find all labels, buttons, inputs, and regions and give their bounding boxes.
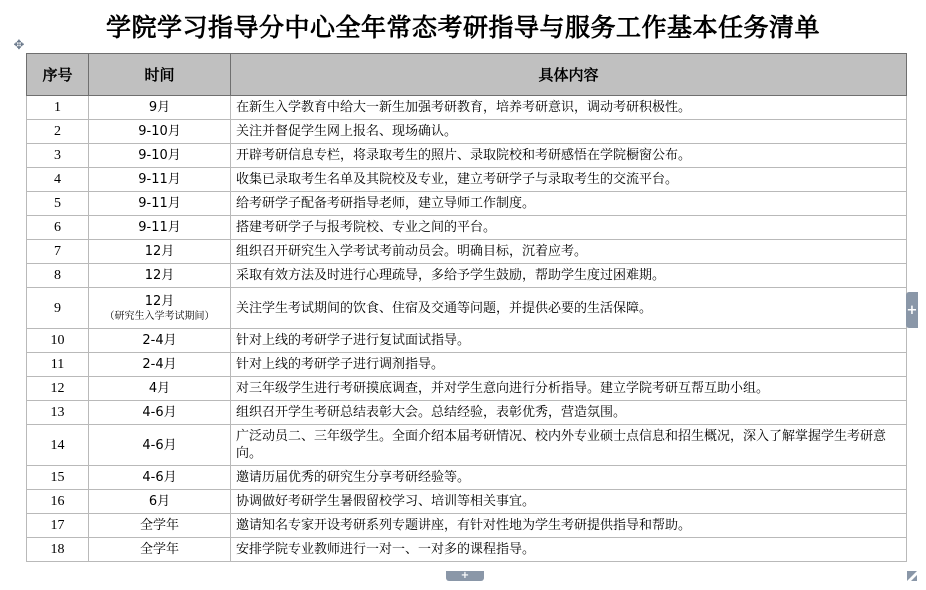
cell-time[interactable] — [89, 538, 231, 562]
cell-time[interactable] — [89, 96, 231, 120]
cell-content[interactable]: 搭建考研学子与报考院校、专业之间的平台。 — [231, 216, 907, 240]
cell-num[interactable]: 14 — [27, 425, 89, 466]
add-column-plus-icon[interactable]: + — [446, 571, 484, 581]
cell-num[interactable]: 15 — [27, 466, 89, 490]
table-row — [27, 425, 907, 466]
cell-content[interactable]: 安排学院专业教师进行一对一、一对多的课程指导。 — [231, 538, 907, 562]
cell-time-text: 4-6月 — [142, 470, 177, 485]
cell-time-text: 全学年 — [139, 518, 179, 533]
table-row — [27, 466, 907, 490]
table-row — [27, 490, 907, 514]
cell-content[interactable]: 在新生入学教育中给大一新生加强考研教育，培养考研意识，调动考研积极性。 — [231, 96, 907, 120]
cell-num[interactable]: 4 — [27, 168, 89, 192]
cell-time-text: 4-6月 — [142, 437, 177, 453]
table-row — [27, 538, 907, 562]
cell-num[interactable]: 11 — [27, 353, 89, 377]
table-row — [27, 353, 907, 377]
cell-time[interactable] — [89, 490, 231, 514]
cell-num[interactable]: 12 — [27, 377, 89, 401]
cell-time[interactable] — [89, 425, 231, 466]
cell-content[interactable]: 针对上线的考研学子进行复试面试指导。 — [231, 329, 907, 353]
cell-time-text: 4-6月 — [142, 405, 177, 420]
cell-content[interactable]: 广泛动员二、三年级学生。全面介绍本届考研情况、校内外专业硕士点信息和招生概况，深入了解掌握学生考研意向。 — [231, 425, 907, 466]
cell-num[interactable]: 7 — [27, 240, 89, 264]
table-row — [27, 120, 907, 144]
cell-time-text: 4月 — [148, 381, 171, 396]
cell-time[interactable] — [89, 329, 231, 353]
cell-time[interactable] — [89, 216, 231, 240]
cell-time[interactable] — [89, 288, 231, 329]
cell-num[interactable]: 10 — [27, 329, 89, 353]
cell-time-text: 12月 — [144, 268, 175, 283]
cell-num[interactable]: 6 — [27, 216, 89, 240]
task-table — [26, 53, 907, 562]
move-icon[interactable]: ✥ — [13, 37, 25, 53]
document-title: 学院学习指导分中心全年常态考研指导与服务工作基本任务清单 — [105, 13, 820, 42]
cell-num[interactable]: 1 — [27, 96, 89, 120]
table-row — [27, 264, 907, 288]
cell-time-text: 12月 — [144, 244, 175, 259]
cell-num[interactable]: 2 — [27, 120, 89, 144]
cell-time-text: 12月 — [144, 293, 175, 309]
cell-time[interactable] — [89, 120, 231, 144]
table-row — [27, 514, 907, 538]
cell-time[interactable] — [89, 353, 231, 377]
table-header-row — [27, 54, 907, 96]
cell-time-text: 9-10月 — [138, 148, 181, 163]
cell-num[interactable]: 8 — [27, 264, 89, 288]
cell-num[interactable]: 13 — [27, 401, 89, 425]
cell-time-note: （研究生入学考试期间） — [104, 310, 215, 322]
cell-content[interactable]: 关注并督促学生网上报名、现场确认。 — [231, 120, 907, 144]
cell-time[interactable] — [89, 377, 231, 401]
cell-content[interactable]: 针对上线的考研学子进行调剂指导。 — [231, 353, 907, 377]
cell-time[interactable] — [89, 466, 231, 490]
header-num[interactable]: 序号 — [27, 54, 89, 96]
cell-content[interactable]: 关注学生考试期间的饮食、住宿及交通等问题，并提供必要的生活保障。 — [231, 288, 907, 329]
cell-num[interactable]: 3 — [27, 144, 89, 168]
cell-time[interactable] — [89, 240, 231, 264]
cell-time-text: 9月 — [148, 100, 171, 115]
cell-time[interactable] — [89, 192, 231, 216]
table-row — [27, 240, 907, 264]
cell-content[interactable]: 协调做好考研学生暑假留校学习、培训等相关事宜。 — [231, 490, 907, 514]
cell-time-text: 全学年 — [139, 542, 179, 557]
cell-time[interactable] — [89, 401, 231, 425]
cell-num[interactable]: 18 — [27, 538, 89, 562]
table-row — [27, 192, 907, 216]
resize-corner-icon[interactable] — [906, 570, 918, 582]
cell-time-text: 2-4月 — [142, 357, 177, 372]
cell-content[interactable]: 给考研学子配备考研指导老师，建立导师工作制度。 — [231, 192, 907, 216]
cell-num[interactable]: 5 — [27, 192, 89, 216]
table-row — [27, 401, 907, 425]
table-row — [27, 96, 907, 120]
cell-content[interactable]: 采取有效方法及时进行心理疏导，多给予学生鼓励，帮助学生度过困难期。 — [231, 264, 907, 288]
cell-time-text: 2-4月 — [142, 333, 177, 348]
add-row-plus-icon[interactable]: + — [906, 292, 918, 328]
cell-time-text: 9-11月 — [138, 172, 181, 187]
table-row — [27, 288, 907, 329]
header-content[interactable]: 具体内容 — [231, 54, 907, 96]
cell-content[interactable]: 组织召开研究生入学考试考前动员会。明确目标，沉着应考。 — [231, 240, 907, 264]
cell-content[interactable]: 开辟考研信息专栏，将录取考生的照片、录取院校和考研感悟在学院橱窗公布。 — [231, 144, 907, 168]
cell-time-text: 9-11月 — [138, 220, 181, 235]
cell-num[interactable]: 9 — [27, 288, 89, 329]
cell-time-text: 6月 — [148, 494, 171, 509]
header-time[interactable]: 时间 — [89, 54, 231, 96]
table-row — [27, 168, 907, 192]
cell-content[interactable]: 邀请知名专家开设考研系列专题讲座，有针对性地为学生考研提供指导和帮助。 — [231, 514, 907, 538]
cell-time[interactable] — [89, 168, 231, 192]
table-row — [27, 144, 907, 168]
table-row — [27, 216, 907, 240]
cell-content[interactable]: 组织召开学生考研总结表彰大会。总结经验，表彰优秀，营造氛围。 — [231, 401, 907, 425]
cell-time[interactable] — [89, 264, 231, 288]
cell-time-text: 9-11月 — [138, 196, 181, 211]
cell-num[interactable]: 17 — [27, 514, 89, 538]
table-row — [27, 329, 907, 353]
cell-content[interactable]: 邀请历届优秀的研究生分享考研经验等。 — [231, 466, 907, 490]
cell-content[interactable]: 收集已录取考生名单及其院校及专业，建立考研学子与录取考生的交流平台。 — [231, 168, 907, 192]
cell-num[interactable]: 16 — [27, 490, 89, 514]
cell-time-text: 9-10月 — [138, 124, 181, 139]
table-row — [27, 377, 907, 401]
cell-time[interactable] — [89, 514, 231, 538]
cell-time[interactable] — [89, 144, 231, 168]
cell-content[interactable]: 对三年级学生进行考研摸底调查，并对学生意向进行分析指导。建立学院考研互帮互助小组。 — [231, 377, 907, 401]
